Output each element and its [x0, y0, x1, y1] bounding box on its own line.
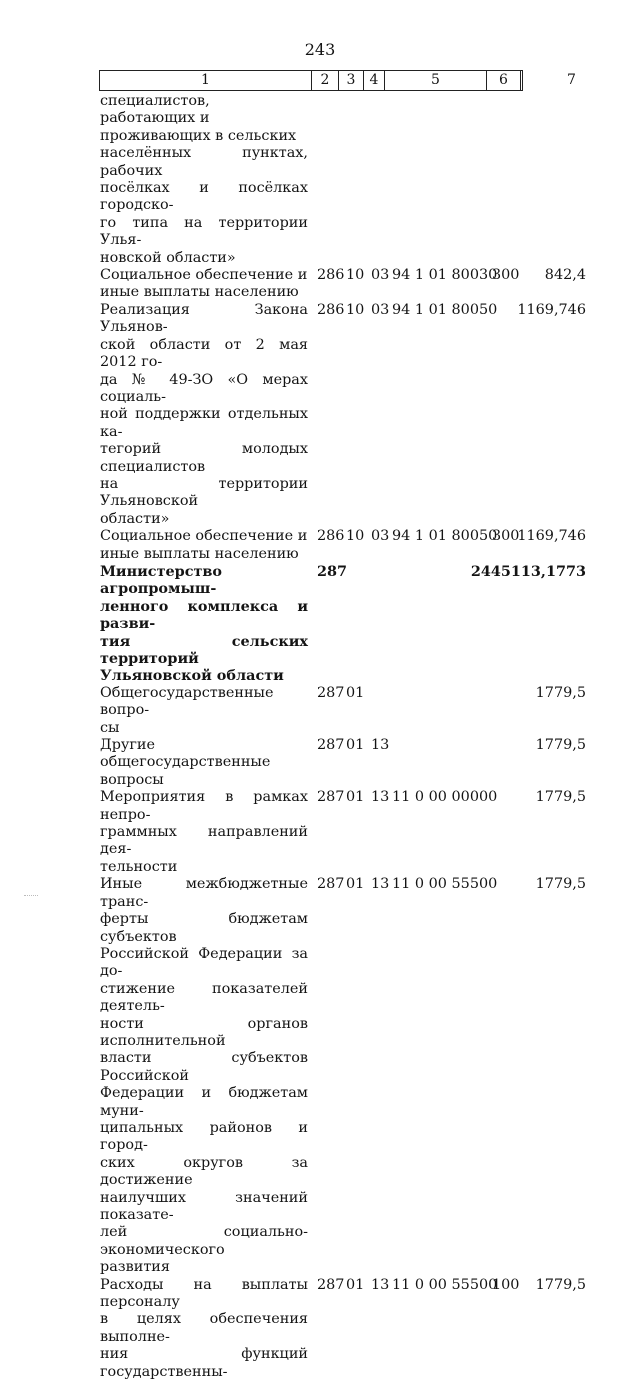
- row-name: [100, 1277, 308, 1381]
- row-name-line: наилучших значений показате-: [100, 1189, 308, 1223]
- cell-c7: 1779,5: [535, 684, 586, 701]
- cell-c2: 286: [317, 267, 345, 284]
- row-name: [100, 737, 308, 789]
- row-name: [100, 563, 308, 685]
- cell-c5: 94 1 01 80030: [392, 267, 498, 284]
- cell-c2: 286: [317, 301, 345, 318]
- cell-c2: 287: [317, 1276, 345, 1293]
- row-name-line: Общегосударственные вопро-: [100, 684, 274, 719]
- row-name-line: ленного комплекса и разви-: [100, 597, 308, 633]
- row-name-line: власти субъектов Российской: [100, 1050, 308, 1084]
- header-col-3: 3: [338, 71, 363, 90]
- row-name-line: иные выплаты населению: [100, 545, 299, 562]
- cell-c2: 286: [317, 528, 345, 545]
- table-row: [0, 1277, 640, 1381]
- cell-c4: 03: [371, 528, 390, 545]
- cell-c3: 10: [346, 528, 365, 545]
- header-col-1: 1: [201, 72, 210, 88]
- cell-c5: 94 1 01 80050: [392, 528, 498, 545]
- cell-c2: 287: [317, 789, 345, 806]
- row-name-line: ферты бюджетам субъектов: [100, 911, 308, 945]
- table-row: [0, 685, 640, 737]
- scan-mark: [24, 895, 38, 897]
- cell-c5: 11 0 00 55500: [392, 1276, 498, 1293]
- row-name: [100, 789, 308, 876]
- row-name-line: ской области от 2 мая 2012 го-: [100, 336, 308, 371]
- table-row: [0, 789, 640, 876]
- table-row: [0, 737, 640, 789]
- row-name-line: Социальное обеспечение и: [100, 528, 308, 545]
- header-col-2: 2: [311, 71, 338, 90]
- cell-c7: 2445113,1773: [470, 562, 586, 580]
- cell-c4: 13: [371, 789, 390, 806]
- row-name-line: ципальных районов и город-: [100, 1119, 308, 1154]
- cell-c3: 10: [346, 301, 365, 318]
- table-header: [99, 70, 576, 91]
- cell-c2: 287: [317, 684, 345, 701]
- row-name-line: ния функций государственны-: [100, 1346, 308, 1380]
- row-name-line: лей социально-экономического: [100, 1224, 308, 1258]
- row-name-line: Ульяновской области: [100, 667, 284, 685]
- cell-c3: 01: [346, 737, 365, 754]
- cell-c3: 01: [346, 684, 365, 701]
- row-name: [100, 685, 308, 737]
- row-name-line: иные выплаты населению: [100, 284, 299, 301]
- cell-c3: 01: [346, 876, 365, 893]
- row-name-line: проживающих в сельских: [100, 127, 297, 144]
- row-name-line: стижение показателей деятель-: [100, 980, 308, 1015]
- cell-c7: 1779,5: [535, 876, 586, 893]
- row-name-line: тия сельских территорий: [100, 632, 308, 667]
- cell-c4: 03: [371, 267, 390, 284]
- row-name-line: ских округов за достижение: [100, 1154, 308, 1189]
- cell-c3: 10: [346, 267, 365, 284]
- cell-c7: 1779,5: [535, 1276, 586, 1293]
- cell-c6: 300: [492, 267, 520, 284]
- cell-c7: 1169,746: [517, 301, 586, 318]
- cell-c7: 1169,746: [517, 528, 586, 545]
- cell-c7: 842,4: [544, 267, 586, 284]
- row-name-line: населённых пунктах, рабочих: [100, 145, 308, 179]
- row-name: [100, 876, 308, 1276]
- cell-c7: 1779,5: [535, 789, 586, 806]
- table-row: [0, 302, 640, 528]
- table-row: [0, 528, 640, 563]
- cell-c5: 11 0 00 55500: [392, 876, 498, 893]
- table-row: [0, 563, 640, 685]
- cell-c3: 01: [346, 1276, 365, 1293]
- row-name-line: в целях обеспечения выполне-: [100, 1311, 308, 1345]
- table-body: [0, 93, 640, 1381]
- row-name-line: Федерации и бюджетам муни-: [100, 1085, 308, 1119]
- row-name-line: Реализация Закона Ульянов-: [100, 301, 308, 336]
- row-name-line: ной поддержки отдельных ка-: [100, 406, 308, 440]
- cell-c7: 1779,5: [535, 737, 586, 754]
- header-col-4: 4: [363, 71, 384, 90]
- row-name-line: Российской Федерации за до-: [100, 945, 308, 980]
- cell-c2: 287: [317, 737, 345, 754]
- cell-c6: 300: [492, 528, 520, 545]
- row-name: [100, 528, 308, 563]
- cell-c6: 100: [492, 1276, 520, 1293]
- row-name-line: сы: [100, 719, 120, 736]
- row-name-line: развития: [100, 1259, 170, 1276]
- row-name-line: специалистов, работающих и: [100, 93, 210, 127]
- row-name-line: Мероприятия в рамках непро-: [100, 789, 308, 823]
- row-name-line: да № 49-ЗО «О мерах социаль-: [100, 371, 308, 405]
- row-name-line: вопросы: [100, 771, 164, 788]
- row-name-line: посёлках и посёлках городско-: [100, 180, 308, 214]
- cell-c4: 13: [371, 737, 390, 754]
- row-name: [100, 267, 308, 302]
- table-row: [0, 876, 640, 1276]
- row-name-line: го типа на территории Улья-: [100, 214, 308, 249]
- row-name-line: тельности: [100, 858, 178, 875]
- row-name: [100, 93, 308, 267]
- row-name-line: Иные межбюджетные транс-: [100, 876, 308, 910]
- row-name-line: тегорий молодых специалистов: [100, 441, 308, 475]
- row-name-line: новской области»: [100, 249, 236, 266]
- table-row: [0, 93, 640, 267]
- row-name-line: области»: [100, 510, 170, 527]
- row-name-line: на территории Ульяновской: [100, 475, 308, 510]
- row-name-line: ности органов исполнительной: [100, 1015, 308, 1049]
- page-number: 243: [304, 40, 336, 59]
- cell-c2: 287: [317, 876, 345, 893]
- cell-c5: 11 0 00 00000: [392, 789, 498, 806]
- cell-c4: 03: [371, 301, 390, 318]
- row-name: [100, 302, 308, 528]
- row-name-line: Другие общегосударственные: [100, 737, 271, 771]
- header-col-6: 6: [486, 71, 520, 90]
- row-name-line: Расходы на выплаты персоналу: [100, 1276, 308, 1311]
- header-col-7: 7: [520, 71, 622, 90]
- row-name-line: Социальное обеспечение и: [100, 267, 308, 284]
- cell-c2: 287: [317, 562, 348, 580]
- cell-c4: 13: [371, 1276, 390, 1293]
- cell-c4: 13: [371, 876, 390, 893]
- table-row: [0, 267, 640, 302]
- cell-c3: 01: [346, 789, 365, 806]
- row-name-line: Министерство агропромыш-: [100, 562, 222, 598]
- cell-c5: 94 1 01 80050: [392, 301, 498, 318]
- row-name-line: граммных направлений дея-: [100, 824, 308, 858]
- header-col-5: 5: [384, 71, 486, 90]
